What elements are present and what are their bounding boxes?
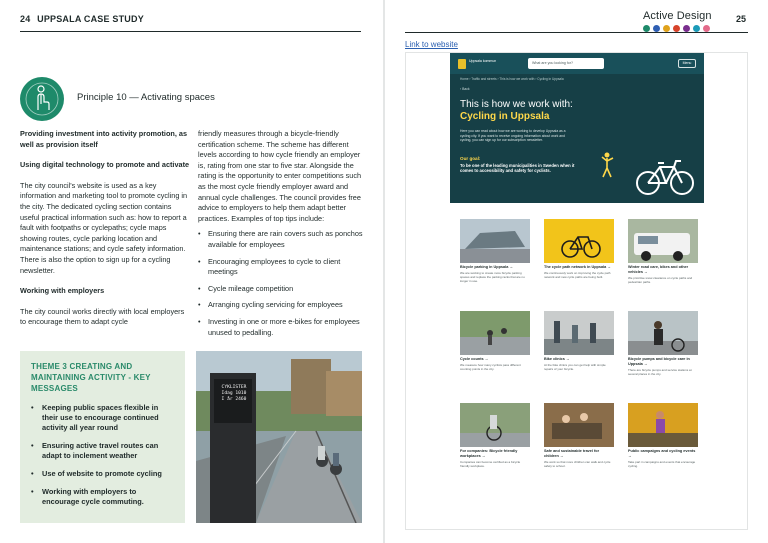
site-card xyxy=(460,403,530,468)
site-search-input: What are you looking for? xyxy=(528,58,604,69)
paragraph-employers: The city council works directly with local employers to encourage them to adapt cycle xyxy=(20,306,185,327)
left-page-header xyxy=(20,14,361,32)
card-title: Bicycle pumps and bicycle care in Uppsala → xyxy=(628,357,690,366)
card-title: Safe and sustainable travel for children → xyxy=(544,449,600,458)
brand-dot xyxy=(643,25,650,32)
site-back-link: ‹ Back xyxy=(460,87,470,91)
brand-name: Active Design xyxy=(643,10,712,22)
site-navbar xyxy=(450,53,704,74)
site-goal-heading: Our goal: xyxy=(460,156,481,161)
card-desc: We continuously work on improving the cycle path network and new cycle paths are being built. xyxy=(544,271,611,279)
tips-list xyxy=(198,229,364,338)
counter-sign-today: Idag 1010 xyxy=(221,391,247,396)
right-page-number: 25 xyxy=(736,14,747,24)
site-heading-highlight: Cycling in Uppsala xyxy=(460,111,550,122)
counter-sign-year: I år 2460 xyxy=(221,397,247,402)
key-messages-box xyxy=(20,351,185,523)
card-image xyxy=(544,219,614,263)
site-goal-text: To be one of the leading municipalities in Sweden when it comes to accessibility and safety for cyclists. xyxy=(460,163,575,174)
person-illustration xyxy=(600,152,616,178)
list-item: • Working with employers to encourage cycle commuting. xyxy=(31,487,174,507)
page-gutter xyxy=(383,0,385,543)
principle-title: Principle 10 — Activating spaces xyxy=(77,92,215,103)
site-card xyxy=(544,219,614,279)
key-messages-list xyxy=(31,403,174,507)
cyclist-counter-photo xyxy=(196,351,362,523)
site-intro: Here you can read about how we are working to develop Uppsala as a cycling city. If you want to receive ongoing information about work and cycling, you can sign up for our subscription newsletter. xyxy=(460,129,566,143)
brand-dot xyxy=(683,25,690,32)
brand-dot xyxy=(673,25,680,32)
site-heading: This is how we work with: xyxy=(460,99,573,110)
key-messages-title: THEME 3 CREATING AND MAINTAINING ACTIVITY - KEY MESSAGES xyxy=(31,362,151,393)
header-rule xyxy=(405,32,748,33)
card-desc: We are working to create more bicycle parking spaces and replace the parking racks that are no longer in use. xyxy=(460,271,525,283)
card-title: For companies: Bicycle friendly workplaces → xyxy=(460,449,518,458)
card-title: Winter road care, bikes and other vehicles → xyxy=(628,265,689,274)
list-item: • Cycle mileage competition xyxy=(198,284,364,295)
brand-dot xyxy=(693,25,700,32)
card-image xyxy=(460,311,530,355)
card-image xyxy=(628,403,698,447)
site-card xyxy=(544,403,614,468)
card-desc: We work so that more children can walk and cycle safely to school. xyxy=(544,460,611,468)
card-image xyxy=(628,219,698,263)
header-rule xyxy=(20,31,361,32)
card-title: Bicycle parking in Uppsala → xyxy=(460,265,514,269)
website-link[interactable]: Link to website xyxy=(405,40,458,49)
subheading-digital: Using digital technology to promote and activate xyxy=(20,160,190,170)
card-title: Bike clinics → xyxy=(544,357,570,361)
brand-dot xyxy=(703,25,710,32)
list-item: • Ensuring active travel routes can adapt to inclement weather xyxy=(31,441,174,461)
site-card xyxy=(628,311,698,376)
list-item: • Investing in one or more e-bikes for employees unused to pedalling. xyxy=(198,317,364,338)
left-page-header-title: UPPSALA CASE STUDY xyxy=(37,14,144,24)
card-desc: We prioritise snow clearance on cycle paths and pedestrian paths. xyxy=(628,276,693,284)
site-breadcrumb: Home › Traffic and streets › This is how we work with › Cycling in Uppsala xyxy=(460,77,564,81)
list-item: • Use of website to promote cycling xyxy=(31,469,174,479)
card-desc: At the bike clinics you can get help with simple repairs of your bicycle. xyxy=(544,363,606,371)
site-logo-icon xyxy=(458,59,466,69)
card-desc: Take part in campaigns and events that encourage cycling. xyxy=(628,460,696,468)
site-card xyxy=(460,219,530,283)
card-desc: We measure how many cyclists pass different counting points in the city. xyxy=(460,363,521,371)
card-image xyxy=(460,219,530,263)
card-image xyxy=(544,311,614,355)
card-image xyxy=(460,403,530,447)
site-menu-button: Menu xyxy=(678,59,696,68)
card-desc: There are bicycle pumps and service stations at several places in the city. xyxy=(628,368,692,376)
website-screenshot xyxy=(405,52,748,530)
text-column-1 xyxy=(20,129,190,338)
counter-sign-title: CYKLISTER xyxy=(221,385,247,390)
card-title: Cycle counts → xyxy=(460,357,489,361)
brand-dot xyxy=(663,25,670,32)
site-card xyxy=(460,311,530,371)
bicycle-illustration xyxy=(634,157,696,197)
site-hero xyxy=(450,74,704,203)
card-title: The cycle path network in Uppsala → xyxy=(544,265,612,269)
site-card xyxy=(628,403,698,468)
card-desc: Companies can become certified as a bicycle friendly workplace. xyxy=(460,460,521,468)
site-card xyxy=(628,219,698,284)
card-image xyxy=(628,311,698,355)
card-title: Public campaigns and cycling events → xyxy=(628,449,696,458)
list-item: • Keeping public spaces flexible in their use to encourage continued activity all year round xyxy=(31,403,174,433)
card-image xyxy=(544,403,614,447)
list-item: • Ensuring there are rain covers such as ponchos available for employees xyxy=(198,229,364,250)
text-column-2 xyxy=(198,129,364,344)
active-design-logo xyxy=(643,10,712,32)
site-card xyxy=(544,311,614,371)
paragraph-website: The city council's website is used as a key information and marketing tool to promote cycling in the city. The dedicated cycling section contains useful practical information such as: how to report a fault with footpaths or cyclepaths; cycle maps showing routes, cycle parking location and maintenance stations; and cycle safety information. There is also the option to sign up for a cycling newsletter. xyxy=(20,180,188,275)
site-logo-text: Uppsala kommun xyxy=(469,59,497,63)
brand-dot xyxy=(653,25,660,32)
list-item: • Arranging cycling servicing for employees xyxy=(198,300,364,311)
subheading-employers: Working with employers xyxy=(20,286,105,296)
list-item: • Encouraging employees to cycle to client meetings xyxy=(198,257,364,278)
lead-heading: Providing investment into activity promotion, as well as provision itself xyxy=(20,129,188,149)
brand-dots xyxy=(643,25,712,32)
principle-icon xyxy=(20,77,64,121)
paragraph-certification: friendly measures through a bicycle-friendly certification scheme. The scheme has different levels according to how cycle friendly an employer is, rating from one star to five star. Alongside the rating is the opportunity to enter competitions such as the most cycle friendly employer award and annual cycle challenges. The council provides free advice to employers to help them adapt better practices. Examples of top tips include: xyxy=(198,129,362,223)
left-page-number: 24 xyxy=(20,14,31,24)
